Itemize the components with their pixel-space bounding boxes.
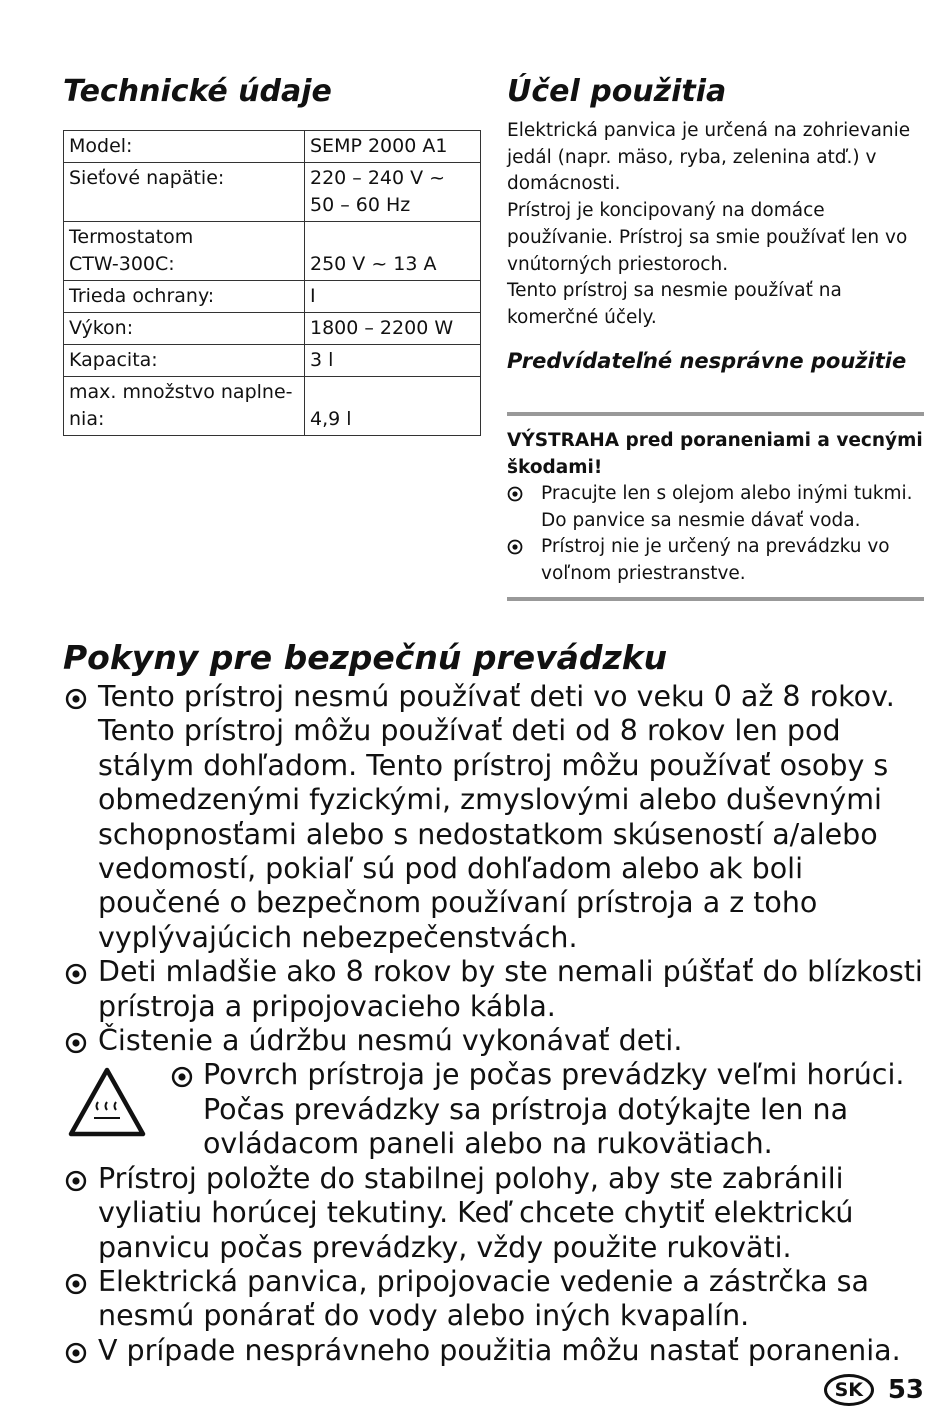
circle-bullet-icon	[507, 486, 523, 502]
spec-value: 220 – 240 V ~ 50 – 60 Hz	[305, 163, 481, 222]
table-row	[64, 131, 481, 163]
hot-surface-warning-icon	[67, 1066, 147, 1138]
spec-value: I	[305, 281, 481, 313]
spec-table	[63, 130, 481, 436]
table-row	[64, 163, 481, 222]
list-item-text: V prípade nesprávneho použitia môžu nastať poranenia.	[98, 1333, 901, 1367]
list-item	[507, 534, 927, 587]
spec-value: 4,9 l	[305, 377, 481, 436]
purpose-text	[507, 118, 927, 332]
spec-key: max. množstvo naplne- nia:	[64, 377, 305, 436]
list-item	[63, 1058, 933, 1161]
list-item-text: Prístroj položte do stabilnej polohy, aby ste zabránili vyliatiu horúcej tekutiny. Keď chcete chytiť elektrickú panvicu počas prevádzky, vždy použite rukoväti.	[98, 1161, 854, 1264]
circle-bullet-icon	[507, 539, 523, 555]
spec-key: Výkon:	[64, 313, 305, 345]
spec-key: Sieťové napätie:	[64, 163, 305, 222]
list-item-text: Čistenie a údržbu nesmú vykonávať deti.	[98, 1024, 683, 1058]
circle-bullet-icon	[65, 1273, 87, 1295]
spec-key: Kapacita:	[64, 345, 305, 377]
spec-key: Model:	[64, 131, 305, 163]
divider	[507, 597, 924, 601]
table-row	[64, 281, 481, 313]
spec-value: 3 l	[305, 345, 481, 377]
circle-bullet-icon	[65, 963, 87, 985]
warning-box	[507, 428, 927, 587]
page-number: 53	[887, 1375, 924, 1405]
purpose-paragraph: Elektrická panvica je určená na zohrievanie jedál (napr. mäso, ryba, zelenina atď.) v domácnosti.	[507, 120, 911, 195]
misuse-title: Predvídateľné nesprávne použitie	[507, 349, 907, 373]
list-item	[63, 1024, 933, 1058]
table-row	[64, 377, 481, 436]
list-item	[63, 1334, 933, 1368]
table-row	[64, 313, 481, 345]
circle-bullet-icon	[65, 688, 87, 710]
list-item-text: Pracujte len s olejom alebo inými tukmi. Do panvice sa nesmie dávať voda.	[541, 483, 913, 531]
list-item-text: Povrch prístroja je počas prevádzky veľmi horúci. Počas prevádzky sa prístroja dotýkajte len na ovládacom paneli alebo na rukovätiach.	[203, 1058, 905, 1161]
circle-bullet-icon	[171, 1066, 193, 1088]
spec-key: Trieda ochrany:	[64, 281, 305, 313]
list-item-text: Deti mladšie ako 8 rokov by ste nemali púšťať do blízkosti prístroja a pripojovacieho kábla.	[98, 955, 923, 1023]
page-footer	[824, 1374, 924, 1406]
language-badge: SK	[824, 1374, 874, 1406]
table-row	[64, 222, 481, 281]
list-item-text: Tento prístroj nesmú používať deti vo veku 0 až 8 rokov. Tento prístroj môžu používať deti od 8 rokov len pod stálym dohľadom. Tento prístroj môžu používať osoby s obmedzenými fyzickými, zmyslovými alebo duševnými schopnosťami alebo s nedostatkom skúseností a/alebo vedomostí, pokiaľ sú pod dohľadom alebo ak boli poučené o bezpečnom používaní prístroja a z toho vyplývajúcich nebezpečenstvách.	[98, 680, 895, 954]
list-item	[507, 481, 927, 534]
purpose-paragraph: Prístroj je koncipovaný na domáce používanie. Prístroj sa smie používať len vo vnútorných priestoroch.	[507, 200, 908, 275]
circle-bullet-icon	[65, 1170, 87, 1192]
technical-data-title: Technické údaje	[63, 74, 332, 109]
circle-bullet-icon	[65, 1342, 87, 1364]
list-item-text: Elektrická panvica, pripojovacie vedenie a zástrčka sa nesmú ponárať do vody alebo iných kvapalín.	[98, 1264, 869, 1333]
warning-heading: VÝSTRAHA pred poraneniami a vecnými škodami!	[507, 430, 923, 478]
table-row	[64, 345, 481, 377]
spec-value: 250 V ~ 13 A	[305, 222, 481, 281]
list-item	[63, 1162, 933, 1265]
list-item	[63, 680, 933, 955]
spec-key: Termostatom CTW-300C:	[64, 222, 305, 281]
safety-list	[63, 680, 933, 1368]
circle-bullet-icon	[65, 1032, 87, 1054]
safety-title: Pokyny pre bezpečnú prevádzku	[63, 638, 668, 677]
spec-value: 1800 – 2200 W	[305, 313, 481, 345]
list-item-text: Prístroj nie je určený na prevádzku vo voľnom priestranstve.	[541, 536, 890, 584]
purpose-title: Účel použitia	[507, 74, 727, 109]
spec-value: SEMP 2000 A1	[305, 131, 481, 163]
divider	[507, 412, 924, 416]
warning-list	[507, 481, 927, 587]
list-item	[63, 1265, 933, 1334]
purpose-paragraph: Tento prístroj sa nesmie používať na komerčné účely.	[507, 280, 842, 328]
list-item	[63, 955, 933, 1024]
